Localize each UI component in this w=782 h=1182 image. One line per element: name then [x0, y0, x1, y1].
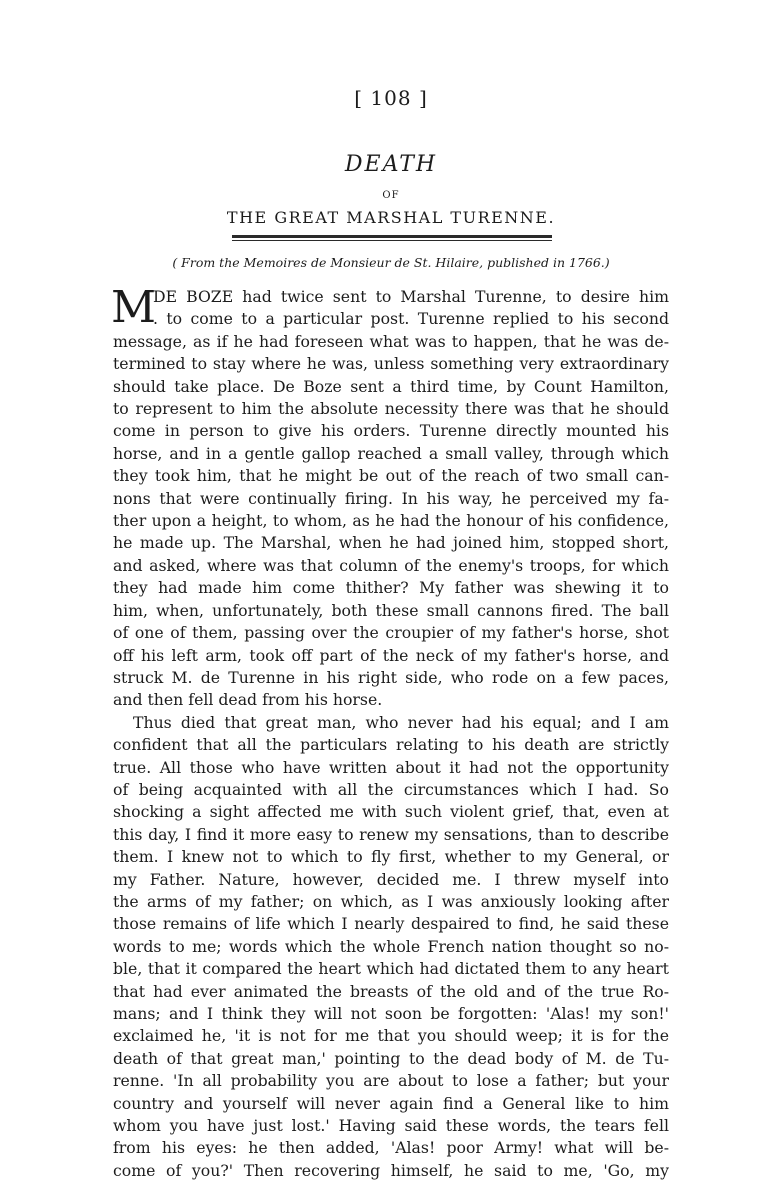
text-line: words to me; words which the whole French nation thought so no- [113, 936, 669, 956]
text-line: and then fell dead from his horse. [113, 690, 383, 710]
source-citation: ( From the Memoires de Monsieur de St. Hilaire, published in 1766.) [172, 255, 610, 270]
text-line: those remains of life which I nearly despaired to find, he said these [113, 914, 669, 934]
text-line: should take place. De Boze sent a third time, by Count Hamilton, [113, 376, 669, 396]
text-line: whom you have just lost.' Having said these words, the tears fell [113, 1116, 669, 1136]
text-line: them. I knew not to which to fly first, whether to my General, or [113, 847, 669, 867]
article-title: THE GREAT MARSHAL TURENNE. [226, 208, 556, 227]
text-line: and asked, where was that column of the enemy's troops, for which [113, 555, 669, 575]
text-line: the arms of my father; on which, as I was anxiously looking after [113, 891, 669, 911]
text-line: to represent to him the absolute necessity there was that he should [113, 399, 669, 419]
text-line: off his left arm, took off part of the neck of my father's horse, and [113, 645, 669, 665]
text-line: mans; and I think they will not soon be forgotten: 'Alas! my son!' [113, 1004, 669, 1023]
article-body [111, 282, 669, 1182]
text-line: exclaimed he, 'it is not for me that you should weep; it is for the [113, 1026, 669, 1046]
text-line: horse, and in a gentle gallop reached a small valley, through which [113, 443, 669, 463]
text-line: that had ever animated the breasts of the old and of the true Ro- [113, 981, 669, 1001]
text-line: renne. 'In all probability you are about to lose a father; but your [113, 1071, 669, 1091]
text-line: true. All those who have written about it had not the opportunity [113, 757, 669, 777]
text-line: they had made him come thither? My father was shewing it to [113, 578, 669, 598]
text-line: DE BOZE had twice sent to Marshal Turenne, to desire him [153, 287, 669, 306]
text-line: confident that all the particulars relating to his death are strictly [113, 735, 669, 755]
text-line: nons that were continually firing. In his way, he perceived my fa- [113, 488, 669, 508]
text-line: they took him, that he might be out of the reach of two small can- [113, 466, 669, 486]
text-line: struck M. de Turenne in his right side, who rode on a few paces, [113, 667, 669, 687]
text-line: shocking a sight affected me with such violent grief, that, even at [113, 802, 669, 822]
text-line: him, when, unfortunately, both these small cannons fired. The ball [113, 600, 669, 620]
text-line: country and yourself will never again find a General like to him [113, 1093, 669, 1113]
text-line: come of you?' Then recovering himself, he said to me, 'Go, my [113, 1160, 669, 1180]
text-line: ther upon a height, to whom, as he had the honour of his confidence, [113, 511, 669, 531]
text-line: from his eyes: he then added, 'Alas! poor Army! what will be- [113, 1138, 669, 1158]
text-line: he made up. The Marshal, when he had joined him, stopped short, [113, 533, 669, 553]
text-line: message, as if he had foreseen what was to happen, that he was de- [113, 331, 669, 351]
title-of: OF [382, 190, 400, 201]
title-death: DEATH [344, 152, 438, 177]
text-line: my Father. Nature, however, decided me. I threw myself into [113, 869, 669, 889]
drop-cap: M [111, 282, 157, 333]
text-line: . to come to a particular post. Turenne replied to his second [153, 309, 669, 329]
page-number: [ 108 ] [354, 86, 428, 110]
text-line: of being acquainted with all the circumstances which I had. So [113, 779, 669, 799]
text-line: ble, that it compared the heart which had dictated them to any heart [113, 959, 669, 979]
text-line: this day, I find it more easy to renew my sensations, than to describe [113, 824, 669, 844]
text-line: come in person to give his orders. Turenne directly mounted his [113, 421, 669, 441]
text-line: termined to stay where he was, unless something very extraordinary [113, 354, 669, 374]
text-line: death of that great man,' pointing to the dead body of M. de Tu- [113, 1048, 669, 1068]
title-rule-divider [232, 235, 552, 241]
text-line: Thus died that great man, who never had his equal; and I am [133, 712, 669, 732]
text-line: of one of them, passing over the croupier of my father's horse, shot [113, 623, 669, 643]
